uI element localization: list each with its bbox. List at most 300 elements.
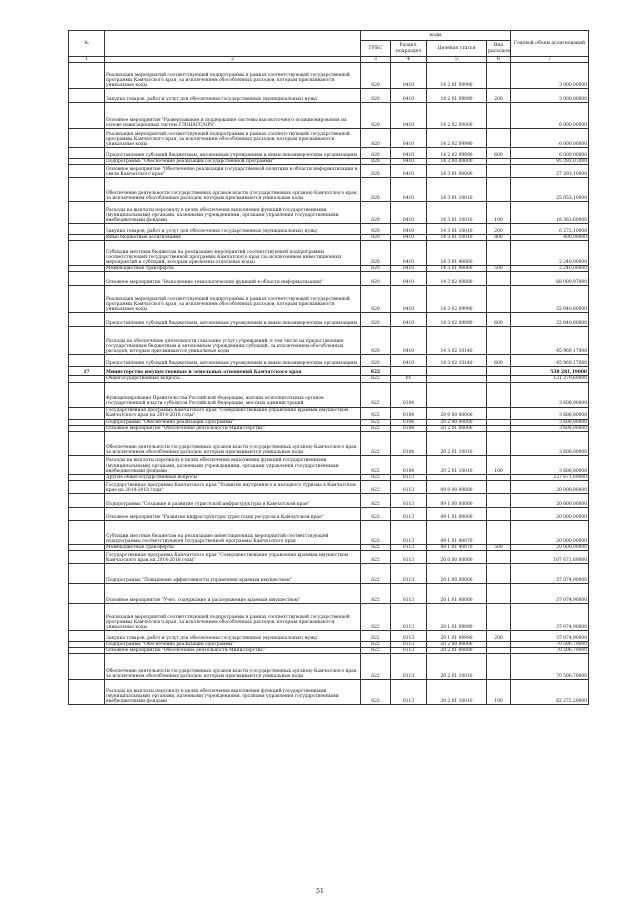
budget-table: [68, 30, 589, 705]
row-section: 0410: [391, 235, 427, 241]
row-target: 14 2 02 09990: [427, 129, 487, 148]
header-number: №: [69, 31, 105, 57]
row-section: 0410: [391, 148, 427, 159]
table-row: [69, 313, 589, 327]
header-codes-group: коды: [361, 31, 511, 41]
row-number: [69, 550, 105, 563]
table-body: [69, 63, 589, 705]
row-section: 0113: [391, 603, 427, 630]
table-row: [69, 603, 589, 630]
row-name: Обеспечение деятельности государственных органов власти (государственных органов) Камчатского края, за исключением обособленных расходов, которым присваиваются уникальные коды: [105, 431, 361, 455]
row-name: Предоставление субсидий бюджетным, автономным учреждениям и иным некоммерческим организациям: [105, 355, 361, 367]
header-vr: Вид расходов: [487, 41, 511, 57]
row-vr: [487, 507, 511, 520]
row-grbs: 822: [361, 603, 391, 630]
row-amount: 37 074,90000: [511, 563, 589, 583]
header-amount: Годовой объем ассигнований: [511, 31, 589, 57]
row-section: 0104: [391, 455, 427, 474]
row-section: 0113: [391, 563, 427, 583]
row-amount: 22 040,80000: [511, 313, 589, 327]
row-amount: 131 279,69000: [511, 376, 589, 382]
row-vr: 100: [487, 679, 511, 704]
row-section: 0410: [391, 159, 427, 165]
row-section: 0113: [391, 550, 427, 563]
row-target: 14 2 01 09990: [427, 63, 487, 89]
row-target: 20 2 00 00000: [427, 641, 487, 647]
table-row: [69, 480, 589, 493]
row-target: 14 3 02 10140: [427, 355, 487, 367]
row-section: 0410: [391, 103, 427, 129]
row-amount: 6 000,00000: [511, 129, 589, 148]
row-name: Подпрограмма "Обеспечение реализации Программы": [105, 641, 361, 647]
table-row: [69, 550, 589, 563]
table-row: [69, 455, 589, 474]
row-grbs: 822: [361, 679, 391, 704]
row-section: 0113: [391, 679, 427, 704]
row-name: Подпрограмма "Обеспечение реализации Программы": [105, 419, 361, 425]
row-section: 0410: [391, 165, 427, 178]
row-vr: [487, 653, 511, 679]
row-name: Закупка товаров, работ и услуг для обеспечения государственных (муниципальных) нужд: [105, 224, 361, 235]
row-name: Расходы на выплаты персоналу в целях обеспечения выполнения функций государственными (муниципальными) органами, казенными учреждениями, органами управления государственными внебюджетными фондами: [105, 455, 361, 474]
row-grbs: 822: [361, 382, 391, 407]
row-grbs: 822: [361, 653, 391, 679]
row-grbs: 820: [361, 103, 391, 129]
row-target: 14 3 01 10010: [427, 235, 487, 241]
row-name: Закупка товаров, работ и услуг для обеспечения государственных (муниципальных) нужд: [105, 630, 361, 641]
row-section: 0113: [391, 647, 427, 653]
row-amount: 107 671,69000: [511, 550, 589, 563]
row-target: 14 3 01 10010: [427, 178, 487, 202]
row-amount: 3 608,00000: [511, 431, 589, 455]
table-header: [69, 31, 589, 63]
row-name: Реализация мероприятий соответствующей подпрограммы в рамках соответствующей государственной программы Камчатского края, за исключением обособленных расходов, которым присваиваются уникальные коды: [105, 286, 361, 313]
row-section: 0113: [391, 520, 427, 544]
row-target: 14 2 01 09990: [427, 89, 487, 103]
row-amount: 37 074,90000: [511, 583, 589, 603]
row-section: 0104: [391, 382, 427, 407]
row-amount: 3 608,00000: [511, 419, 589, 425]
row-amount: 3 608,00000: [511, 455, 589, 474]
row-amount: 3 608,00000: [511, 382, 589, 407]
row-amount: 62 272,29000: [511, 679, 589, 704]
row-grbs: 822: [361, 630, 391, 641]
row-section: 0113: [391, 480, 427, 493]
row-target: 20 2 01 10010: [427, 431, 487, 455]
table-row: [69, 563, 589, 583]
table-row: [69, 583, 589, 603]
row-name: Подпрограмма "Повышение эффективности управления краевым имуществом": [105, 563, 361, 583]
table-row: [69, 382, 589, 407]
row-name: Расходы на выплаты персоналу в целях обеспечения выполнения функций государственными (муниципальными) органами, казенными учреждениями, органами управления государственными внебюджетными фондами: [105, 202, 361, 224]
header-target: Целевая статья: [427, 41, 487, 57]
table-row: [69, 355, 589, 367]
row-section: 0410: [391, 202, 427, 224]
row-name: Подпрограмма "Создание и развитие туристской инфраструктуры в Камчатском крае": [105, 493, 361, 507]
table-row: [69, 129, 589, 148]
column-number: 7: [511, 57, 589, 63]
row-amount: 6 000,00000: [511, 148, 589, 159]
row-target: 20 2 01 10010: [427, 679, 487, 704]
row-section: 0410: [391, 327, 427, 355]
row-name: Обеспечение деятельности государственных органов власти (государственных органов) Камчатского края, за исключением обособленных расходов, которым присваиваются уникальные коды: [105, 178, 361, 202]
table-row: [69, 520, 589, 544]
row-amount: 20 000,00000: [511, 507, 589, 520]
row-name: Субсидии местным бюджетам на реализацию инвестиционных мероприятий соответствующей подпрограммы соответствующей государственной программы Камчатского края: [105, 520, 361, 544]
row-target: 14 2 02 09990: [427, 148, 487, 159]
row-target: 09 1 01 00000: [427, 507, 487, 520]
row-target: 09 1 00 00000: [427, 493, 487, 507]
column-number: 2: [105, 57, 361, 63]
row-section: 0410: [391, 355, 427, 367]
row-name: Расходы на выплаты персоналу в целях обеспечения выполнения функций государственными (муниципальными) органами, казенными учреждениями, органами управления государственными внебюджетными фондами: [105, 679, 361, 704]
row-name: Основное мероприятие "Обеспечение деятельности Министерства": [105, 425, 361, 431]
row-amount: 45 969,17000: [511, 327, 589, 355]
table-row: [69, 103, 589, 129]
row-name: Государственная программа Камчатского края "Совершенствование управления краевым имуществом Камчатского края на 2014-2018 годы": [105, 550, 361, 563]
row-grbs: 822: [361, 480, 391, 493]
row-name: Основное мероприятие "Обеспечение реализации государственной политики в области информатизации и связи Камчатского края": [105, 165, 361, 178]
row-target: 09 0 00 00000: [427, 480, 487, 493]
row-number: [69, 382, 105, 407]
row-target: [427, 367, 487, 376]
row-number: [69, 313, 105, 327]
table-row: [69, 165, 589, 178]
row-section: 0113: [391, 544, 427, 550]
header-name: [105, 31, 361, 57]
table-row: [69, 63, 589, 89]
table-row: [69, 431, 589, 455]
row-amount: 2 240,00000: [511, 266, 589, 272]
row-amount: 127 671,69000: [511, 474, 589, 480]
row-amount: 538 281,19000: [511, 367, 589, 376]
row-number: [69, 327, 105, 355]
row-section: 0410: [391, 178, 427, 202]
row-number: [69, 103, 105, 129]
row-grbs: 822: [361, 474, 391, 480]
row-grbs: 822: [361, 520, 391, 544]
row-target: 20 1 00 00000: [427, 563, 487, 583]
row-vr: 200: [487, 224, 511, 235]
row-vr: 500: [487, 266, 511, 272]
row-vr: [487, 550, 511, 563]
row-grbs: 820: [361, 313, 391, 327]
row-number: [69, 355, 105, 367]
row-target: 14 3 02 00000: [427, 272, 487, 286]
row-number: [69, 148, 105, 159]
row-target: 14 2 02 00000: [427, 103, 487, 129]
row-section: 0104: [391, 419, 427, 425]
table-row: [69, 327, 589, 355]
row-target: 14 3 02 09990: [427, 313, 487, 327]
row-section: 0410: [391, 224, 427, 235]
table-row: [69, 653, 589, 679]
row-target: 14 3 01 10010: [427, 224, 487, 235]
row-vr: [487, 241, 511, 266]
row-section: 0410: [391, 129, 427, 148]
row-vr: [487, 493, 511, 507]
row-number: [69, 202, 105, 224]
row-number: [69, 455, 105, 474]
table-row: [69, 679, 589, 704]
row-name: Основное мероприятие "Развитие инфраструктуры туристских ресурсов в Камчатском крае": [105, 507, 361, 520]
row-target: 14 3 01 40060: [427, 241, 487, 266]
row-amount: 25 053,10000: [511, 178, 589, 202]
row-amount: 37 074,90000: [511, 603, 589, 630]
row-vr: 100: [487, 202, 511, 224]
row-target: 14 3 01 00000: [427, 165, 487, 178]
row-target: [427, 382, 487, 407]
table-row: [69, 241, 589, 266]
row-target: 14 3 02 10140: [427, 327, 487, 355]
row-number: [69, 520, 105, 544]
row-grbs: 822: [361, 407, 391, 419]
row-grbs: 822: [361, 647, 391, 653]
row-grbs: 822: [361, 550, 391, 563]
row-name: Субсидии местным бюджетам на реализацию мероприятий соответствующей подпрограммы соответствующей государственной программы Камчатского края (за исключением инвестиционных мероприятий и субсидий, которым присвоены отдельные коды): [105, 241, 361, 266]
column-number: 4: [391, 57, 427, 63]
row-amount: 20 000,00000: [511, 544, 589, 550]
column-number: 3: [361, 57, 391, 63]
row-amount: 20 000,00000: [511, 520, 589, 544]
row-number: [69, 480, 105, 493]
row-name: Иные бюджетные ассигнования: [105, 235, 361, 241]
row-section: 0113: [391, 653, 427, 679]
row-grbs: 820: [361, 63, 391, 89]
row-grbs: 820: [361, 129, 391, 148]
row-grbs: 820: [361, 148, 391, 159]
row-section: 0113: [391, 583, 427, 603]
row-section: 0410: [391, 241, 427, 266]
row-grbs: 820: [361, 202, 391, 224]
table-row: [69, 224, 589, 235]
row-vr: [487, 382, 511, 407]
row-amount: 6 000,00000: [511, 103, 589, 129]
row-section: 0410: [391, 313, 427, 327]
row-name: Государственная программа Камчатского края "Развитие внутреннего и въездного туризма в Камчатском крае на 2014-2018 годы": [105, 480, 361, 493]
row-grbs: 822: [361, 419, 391, 425]
row-grbs: 820: [361, 286, 391, 313]
row-number: [69, 272, 105, 286]
row-amount: 70 596,79000: [511, 647, 589, 653]
row-vr: 100: [487, 455, 511, 474]
row-target: 20 2 01 00000: [427, 425, 487, 431]
row-number: [69, 603, 105, 630]
row-grbs: 822: [361, 583, 391, 603]
row-target: 20 2 01 10010: [427, 455, 487, 474]
row-grbs: 822: [361, 425, 391, 431]
row-name: Предоставление субсидий бюджетным, автономным учреждениям и иным некоммерческим организациям: [105, 148, 361, 159]
table-row: [69, 286, 589, 313]
column-number: 5: [427, 57, 487, 63]
table-row: [69, 367, 589, 376]
row-grbs: 822: [361, 641, 391, 647]
row-grbs: 820: [361, 159, 391, 165]
row-vr: [487, 272, 511, 286]
row-target: 09 1 01 40070: [427, 520, 487, 544]
row-vr: 600: [487, 313, 511, 327]
row-target: 14 3 01 40060: [427, 266, 487, 272]
row-name: Обеспечение деятельности государственных органов власти (государственных органов) Камчатского края, за исключением обособленных расходов, которым присваиваются уникальные коды: [105, 653, 361, 679]
header-grbs: ГРБС: [361, 41, 391, 57]
row-number: [69, 507, 105, 520]
row-target: 14 3 01 10010: [427, 202, 487, 224]
row-vr: [487, 407, 511, 419]
row-grbs: 820: [361, 355, 391, 367]
row-number: [69, 165, 105, 178]
row-name: Другие общегосударственные вопросы: [105, 474, 361, 480]
row-amount: 70 596,79000: [511, 641, 589, 647]
row-vr: [487, 431, 511, 455]
page-number: 51: [316, 888, 324, 895]
row-amount: 70 596,79000: [511, 653, 589, 679]
row-name: Закупка товаров, работ и услуг для обеспечения государственных (муниципальных) нужд: [105, 89, 361, 103]
row-name: Основное мероприятие "Развертывание и поддержание системы высокоточного позиционирования на основе навигационных систем ГЛОНАСС/GPS": [105, 103, 361, 129]
row-section: 0113: [391, 507, 427, 520]
row-name: Министерство имущественных и земельных отношений Камчатского края: [105, 367, 361, 376]
row-vr: [487, 129, 511, 148]
row-vr: [487, 563, 511, 583]
row-number: [69, 630, 105, 641]
row-grbs: 820: [361, 327, 391, 355]
row-name: Основное мероприятие "Обеспечение деятельности Министерства": [105, 647, 361, 653]
row-target: 14 3 00 00000: [427, 159, 487, 165]
row-vr: [487, 603, 511, 630]
row-grbs: 820: [361, 89, 391, 103]
row-vr: 600: [487, 148, 511, 159]
row-grbs: 820: [361, 235, 391, 241]
row-name: Общегосударственные вопросы: [105, 376, 361, 382]
row-section: 0410: [391, 286, 427, 313]
row-amount: 95 293,07000: [511, 159, 589, 165]
row-target: 20 2 01 10010: [427, 653, 487, 679]
row-section: 0113: [391, 474, 427, 480]
row-target: 20 0 00 00000: [427, 407, 487, 419]
table-row: [69, 89, 589, 103]
row-number: [69, 63, 105, 89]
row-section: 0104: [391, 425, 427, 431]
row-target: 20 0 00 00000: [427, 550, 487, 563]
row-amount: 20 000,00000: [511, 480, 589, 493]
row-grbs: 822: [361, 493, 391, 507]
row-vr: [487, 583, 511, 603]
row-name: Государственная программа Камчатского края "Совершенствование управления краевым имуществом Камчатского края на 2014-2018 годы": [105, 407, 361, 419]
row-amount: 45 969,17000: [511, 355, 589, 367]
table-row: [69, 407, 589, 419]
row-number: [69, 286, 105, 313]
row-name: Основное мероприятие "Учет, содержание и распоряжение краевым имуществом": [105, 583, 361, 603]
row-grbs: 820: [361, 266, 391, 272]
row-section: 0410: [391, 63, 427, 89]
table-row: [69, 178, 589, 202]
column-number: 6: [487, 57, 511, 63]
row-name: Реализация мероприятий соответствующей подпрограммы в рамках соответствующей государственной программы Камчатского края, за исключением обособленных расходов, которым присваиваются уникальные коды: [105, 603, 361, 630]
column-number: 1: [69, 57, 105, 63]
row-vr: [487, 103, 511, 129]
row-vr: 800: [487, 235, 511, 241]
row-section: 0410: [391, 272, 427, 286]
row-section: 0113: [391, 630, 427, 641]
row-grbs: 822: [361, 367, 391, 376]
row-number: [69, 583, 105, 603]
row-grbs: 820: [361, 178, 391, 202]
table-row: [69, 148, 589, 159]
row-section: 0410: [391, 89, 427, 103]
row-number: [69, 563, 105, 583]
header-section: Раздел, подраздел: [391, 41, 427, 57]
row-number: [69, 178, 105, 202]
row-target: 09 1 01 40070: [427, 544, 487, 550]
row-vr: [487, 327, 511, 355]
row-target: 20 1 01 09990: [427, 630, 487, 641]
row-number: 17: [69, 367, 105, 376]
table-row: [69, 630, 589, 641]
row-amount: 68 009,97000: [511, 272, 589, 286]
row-amount: 400,00000: [511, 235, 589, 241]
row-grbs: 822: [361, 376, 391, 382]
row-number: [69, 493, 105, 507]
row-target: 20 1 01 09990: [427, 603, 487, 630]
row-name: Основное мероприятие "Выполнение технологических функций в области информатизации": [105, 272, 361, 286]
row-amount: 3 000,00000: [511, 89, 589, 103]
row-number: [69, 129, 105, 148]
row-section: 0410: [391, 266, 427, 272]
row-grbs: 820: [361, 241, 391, 266]
row-grbs: 822: [361, 455, 391, 474]
row-name: Межбюджетные трансферты: [105, 266, 361, 272]
row-grbs: 820: [361, 165, 391, 178]
row-section: 0104: [391, 407, 427, 419]
row-vr: [487, 286, 511, 313]
row-amount: 3 608,00000: [511, 425, 589, 431]
row-name: Расходы на обеспечение деятельности (оказание услуг) учреждений, в том числе на предоставление государственным бюджетным и автономным учреждениям субсидий, за исключением обособленных расходов, которым присваиваются уникальные коды: [105, 327, 361, 355]
row-vr: [487, 367, 511, 376]
row-vr: [487, 165, 511, 178]
row-name: Функционирование Правительства Российской Федерации, высших исполнительных органов государственной власти субъектов Российской Федерации, местных администраций: [105, 382, 361, 407]
row-amount: 27 293,10000: [511, 165, 589, 178]
row-target: 20 1 01 00000: [427, 583, 487, 603]
row-vr: 600: [487, 355, 511, 367]
row-amount: 18 383,60000: [511, 202, 589, 224]
row-grbs: 820: [361, 272, 391, 286]
row-grbs: 822: [361, 544, 391, 550]
row-name: Реализация мероприятий соответствующей подпрограммы в рамках соответствующей государственной программы Камчатского края, за исключением обособленных расходов, которым присваиваются уникальные коды: [105, 129, 361, 148]
row-grbs: 820: [361, 224, 391, 235]
row-grbs: 822: [361, 431, 391, 455]
table-row: [69, 493, 589, 507]
row-section: 0113: [391, 641, 427, 647]
row-target: 20 2 00 00000: [427, 419, 487, 425]
row-amount: 37 074,90000: [511, 630, 589, 641]
row-section: 01: [391, 376, 427, 382]
row-amount: 6 272,10000: [511, 224, 589, 235]
row-number: [69, 224, 105, 235]
row-vr: 200: [487, 630, 511, 641]
row-amount: 2 240,00000: [511, 241, 589, 266]
row-grbs: 822: [361, 507, 391, 520]
row-number: [69, 89, 105, 103]
row-vr: 500: [487, 544, 511, 550]
row-section: [391, 367, 427, 376]
row-amount: 3 000,00000: [511, 63, 589, 89]
row-vr: [487, 520, 511, 544]
row-vr: [487, 480, 511, 493]
row-name: Межбюджетные трансферты: [105, 544, 361, 550]
row-target: 20 2 01 00000: [427, 647, 487, 653]
row-name: Подпрограмма "Обеспечение реализации государственной программы": [105, 159, 361, 165]
row-amount: 20 000,00000: [511, 493, 589, 507]
table-row: [69, 202, 589, 224]
